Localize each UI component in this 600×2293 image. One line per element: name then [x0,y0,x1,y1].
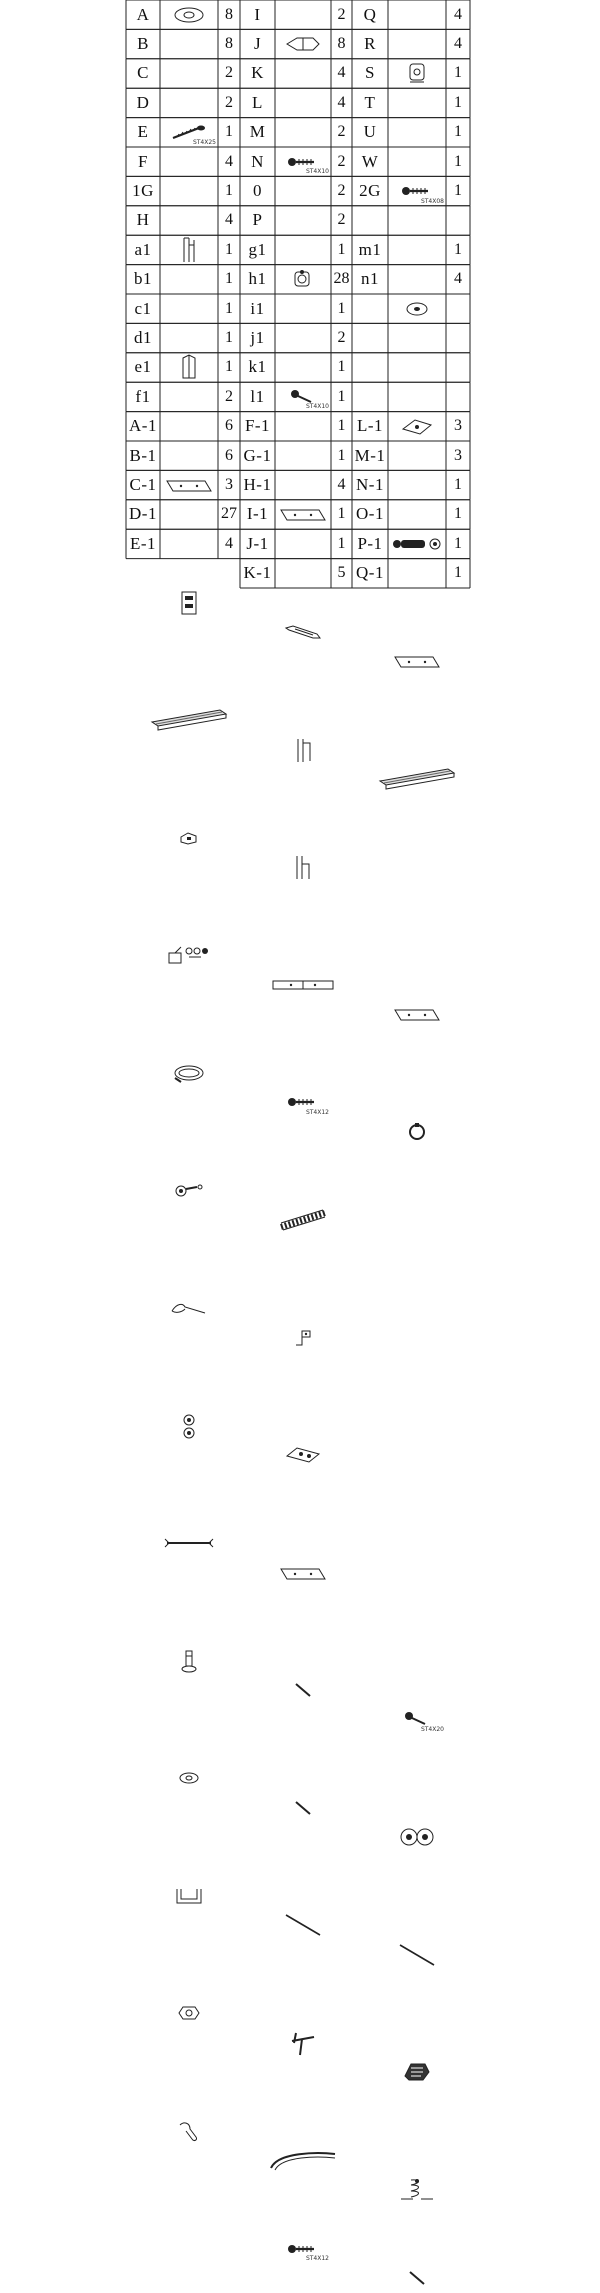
corner-post-icon [292,854,314,880]
part-quantity: 27 [221,505,237,523]
ring-clamp-icon [407,1121,427,1143]
part-label: U [363,122,377,142]
part-quantity [446,206,470,235]
table-row-13-col-2-picture [275,1440,331,1469]
part-label: h1 [248,269,267,289]
part-label: 1G [132,181,154,201]
part-quantity: 1 [337,240,346,258]
part-label: F-1 [244,416,271,436]
part-label: M-1 [354,445,386,465]
table-row-12-col-2-picture [275,1323,331,1352]
part-quantity: 1 [225,329,233,347]
table-row-1-col-3-picture [388,59,446,88]
part-quantity: 1 [337,387,346,405]
part-quantity: 1 [337,417,346,435]
table-row-8-col-3-picture [388,882,446,911]
table-row-9-col-1-picture [160,941,218,970]
part-quantity: 1 [454,152,462,170]
part-label: N [251,151,264,171]
table-row-16-col-1-picture [160,1764,218,1793]
table-row-2-col-1-picture [160,118,218,147]
table-row-15-col-1-picture [160,1646,218,1675]
part-label: Q [363,4,377,24]
table-row-9-col-3-picture [388,999,446,1028]
part-quantity: 1 [225,270,233,288]
part-label: H-1 [243,475,272,495]
table-row-4-col-3-picture [388,411,446,440]
table-row-14-col-3-picture [388,1587,446,1616]
part-quantity: 28 [333,270,350,288]
nut-icon [172,5,206,25]
part-label: E-1 [129,533,157,553]
part-quantity [446,323,470,352]
part-label: j1 [250,328,265,348]
table-row-2-col-2-picture [275,147,331,176]
part-label: L [252,92,263,112]
table-row-18-col-3-picture [388,2058,446,2087]
table-row-5-col-2-picture [275,500,331,529]
part-quantity: 1 [337,299,346,317]
part-label: b1 [134,269,152,289]
part-label: W [361,151,379,171]
slide-bar-icon [163,1537,215,1549]
part-quantity: 2 [337,329,346,347]
part-label: P-1 [357,533,383,553]
part-quantity: 8 [337,35,346,53]
panel-icon [279,1563,327,1583]
table-row-8-col-1-picture [160,823,218,852]
shower-head-icon [169,1299,209,1317]
part-quantity: 3 [225,476,233,494]
hinge-block-icon [178,590,200,616]
part-code: ST4X10 [305,168,329,176]
table-row-19-col-3-picture [388,2175,446,2204]
part-label: E [137,122,149,142]
part-label: G-1 [243,445,272,465]
part-quantity: 1 [225,123,233,141]
part-quantity: 4 [454,5,462,23]
panel-icon [279,504,327,524]
screw-short-icon [286,1094,320,1110]
handle-icon [283,624,323,640]
table-row-19-col-1-picture [160,2116,218,2145]
long-rod-icon [397,1942,437,1968]
table-row-15-col-2-picture [275,1675,331,1704]
part-label: 0 [253,181,262,201]
part-quantity: 2 [337,5,346,23]
part-label: C-1 [129,475,157,495]
part-label [352,294,388,323]
part-quantity: 1 [454,123,462,141]
pin-icon [405,2268,429,2288]
table-row-5-col-1-picture [160,470,218,499]
part-quantity: 1 [337,534,346,552]
bolt-icon [391,535,443,553]
u-bracket-icon [174,1885,204,1907]
table-row-7-col-3-picture [388,764,446,793]
table-row-1-col-2-picture [275,29,331,58]
part-label: Q-1 [356,563,384,583]
table-row-11-col-1-picture [160,1176,218,1205]
part-quantity: 1 [454,64,462,82]
part-quantity: 4 [337,476,346,494]
part-label: J-1 [246,533,269,553]
part-label: B-1 [129,445,157,465]
table-row-11-col-2-picture [275,1205,331,1234]
part-quantity: 5 [337,564,346,582]
part-quantity: 1 [225,182,233,200]
part-quantity: 2 [225,387,233,405]
part-label: n1 [361,269,379,289]
part-quantity: 4 [225,211,233,229]
part-quantity: 4 [337,64,346,82]
part-quantity: 1 [454,182,462,200]
valve-assembly-icon [167,943,211,967]
part-quantity: 1 [454,505,462,523]
part-code: ST4X10 [305,403,329,411]
part-quantity: 4 [225,534,233,552]
vertical-profile-icon [179,237,199,263]
t-handle-icon [288,2029,318,2057]
table-row-4-col-2-picture [275,382,331,411]
part-label [352,323,388,352]
part-label: c1 [134,298,152,318]
panel-icon [165,475,213,495]
part-quantity: 1 [225,240,233,258]
bracket-icon [406,61,428,85]
part-label: A-1 [129,416,157,436]
part-label [352,353,388,382]
table-row-3-col-1-picture [160,235,218,264]
hose-tube-icon [277,1209,329,1231]
part-label: R [364,34,376,54]
part-quantity: 8 [225,35,233,53]
rail-icon [150,708,228,732]
part-quantity: 2 [225,93,233,111]
part-quantity: 1 [225,358,233,376]
screw-short-icon [286,2241,320,2257]
table-row-17-col-1-picture [160,1881,218,1910]
part-quantity: 2 [225,64,233,82]
table-row-9-col-2-picture [275,970,331,999]
part-quantity: 2 [337,211,346,229]
clip-holder-icon [401,2060,433,2084]
part-label: a1 [134,239,152,259]
mount-plate-icon [283,1444,323,1466]
part-quantity [446,382,470,411]
hex-nut-icon [177,2004,201,2022]
long-rod-icon [283,1912,323,1938]
panel-icon [393,1004,441,1024]
clip-icon [283,35,323,53]
table-row-6-col-3-picture [388,647,446,676]
anchor-icon [180,1648,198,1674]
part-quantity: 8 [225,5,233,23]
pin-icon [291,1798,315,1818]
table-row-2-col-3-picture [388,176,446,205]
angle-bracket-icon [292,1327,314,1347]
part-quantity [446,294,470,323]
part-label: S [365,63,375,83]
part-quantity: 6 [225,446,233,464]
table-row-18-col-2-picture [275,2028,331,2057]
part-label: P [252,210,263,230]
part-label: l1 [250,386,265,406]
table-row-8-col-2-picture [275,852,331,881]
table-row-3-col-2-picture [275,265,331,294]
plate-icon [400,416,434,436]
curved-rail-icon [268,2148,338,2172]
part-label: N-1 [356,475,384,495]
table-row-16-col-3-picture [388,1822,446,1851]
long-panel-icon [271,977,335,993]
table-row-4-col-1-picture [160,353,218,382]
part-quantity: 4 [454,35,462,53]
table-row-20-col-2-picture [275,2234,331,2263]
part-label: O-1 [356,504,384,524]
part-code: ST4X08 [420,197,444,205]
table-row-6-col-2-picture [275,617,331,646]
spring-icon [397,2177,437,2203]
part-label: g1 [248,239,267,259]
washer-icon [178,1771,200,1785]
table-row-10-col-3-picture [388,1117,446,1146]
knob-bracket-icon [292,267,314,291]
part-label: T [364,92,376,112]
table-row-7-col-2-picture [275,735,331,764]
part-label: M [249,122,266,142]
part-quantity: 1 [225,299,233,317]
table-row-10-col-1-picture [160,1058,218,1087]
part-label: B [137,34,149,54]
part-quantity: 1 [454,476,462,494]
part-quantity: 2 [337,182,346,200]
part-label: K-1 [243,563,272,583]
table-row-6-col-1-picture [160,588,218,617]
small-block-icon [178,830,200,846]
part-quantity: 1 [454,534,462,552]
part-label: f1 [135,386,151,406]
part-label: D-1 [129,504,157,524]
table-row-17-col-3-picture [388,1940,446,1969]
part-quantity: 3 [454,446,462,464]
screw-short-icon [286,154,320,170]
screw-short-icon [400,183,434,199]
part-label: K [251,63,264,83]
shower-arm-icon [173,1181,205,1199]
table-row-14-col-2-picture [275,1558,331,1587]
rail-icon [378,767,456,791]
part-quantity: 1 [454,93,462,111]
corner-profile-icon [292,737,314,763]
hook-icon [176,2119,202,2143]
part-label: k1 [248,357,267,377]
roller-pair-icon [397,1825,437,1849]
part-label: D [136,92,150,112]
part-label: I [254,4,261,24]
part-quantity: 1 [337,446,346,464]
part-quantity: 2 [337,123,346,141]
hose-icon [171,1062,207,1084]
table-row-15-col-3-picture [388,1705,446,1734]
part-label [352,382,388,411]
part-label: m1 [358,239,382,259]
knob-pair-icon [179,1412,199,1440]
part-label: 2G [359,181,381,201]
part-label: d1 [134,328,152,348]
table-row-11-col-3-picture [388,1235,446,1264]
part-quantity: 4 [225,152,233,170]
disc-icon [405,301,429,317]
table-row-20-col-3-picture [388,2263,446,2292]
part-quantity: 1 [454,240,462,258]
part-code: ST4X12 [305,1108,329,1116]
part-quantity: 2 [337,152,346,170]
part-quantity: 1 [454,564,462,582]
table-row-1-col-1-picture [160,0,218,29]
panel-icon [393,651,441,671]
table-row-12-col-1-picture [160,1293,218,1322]
table-row-13-col-1-picture [160,1411,218,1440]
part-quantity: 6 [225,417,233,435]
table-row-18-col-1-picture [160,1999,218,2028]
part-code: ST4X12 [305,2255,329,2263]
part-quantity: 4 [337,93,346,111]
part-label: F [138,151,148,171]
part-label: e1 [134,357,152,377]
part-quantity: 1 [337,505,346,523]
part-label [352,206,388,235]
table-row-7-col-1-picture [160,705,218,734]
table-row-19-col-2-picture [275,2146,331,2175]
part-label: I-1 [246,504,269,524]
table-row-10-col-2-picture [275,1088,331,1117]
part-quantity: 3 [454,417,462,435]
part-code: ST4X20 [420,1726,444,1734]
table-row-13-col-3-picture [388,1470,446,1499]
table-row-12-col-3-picture [388,1352,446,1381]
table-row-16-col-2-picture [275,1793,331,1822]
part-label: C [137,63,149,83]
table-row-3-col-3-picture [388,294,446,323]
part-label: L-1 [356,416,384,436]
post-icon [179,354,199,380]
part-quantity [446,353,470,382]
part-code: ST4X25 [192,138,216,146]
part-quantity: 4 [454,270,462,288]
part-label: H [136,210,150,230]
part-label: A [136,4,150,24]
table-row-17-col-2-picture [275,1911,331,1940]
table-row-14-col-1-picture [160,1528,218,1557]
part-label: i1 [250,298,265,318]
table-row-5-col-3-picture [388,529,446,558]
pin-icon [291,1680,315,1700]
part-label: J [253,34,262,54]
part-quantity: 1 [337,358,346,376]
